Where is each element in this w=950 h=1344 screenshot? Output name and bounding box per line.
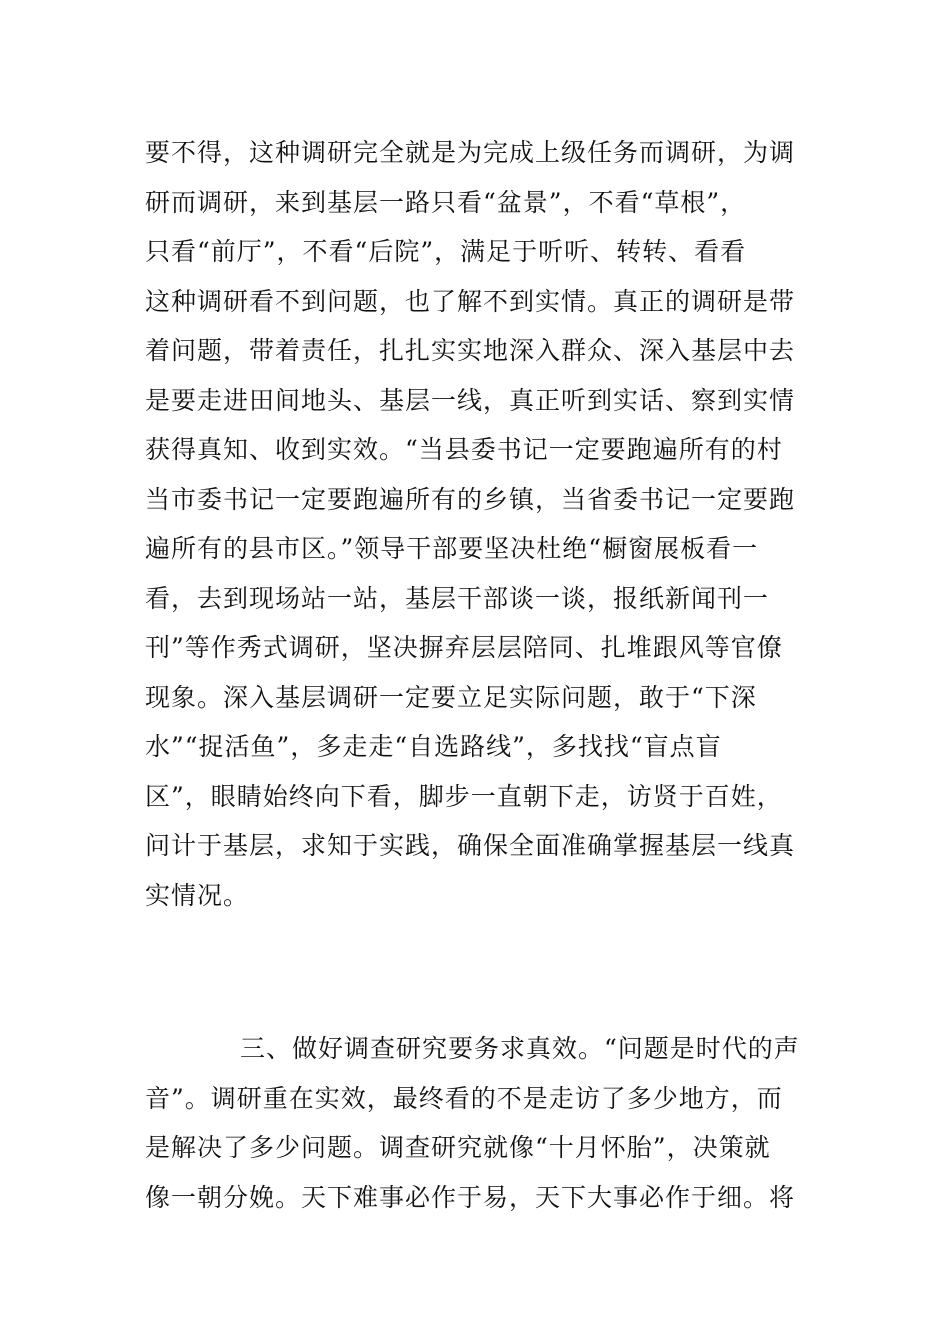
text-line: 获得真知、收到实效。“当县委书记一定要跑遍所有的村 <box>145 435 783 464</box>
text-line: 当市委书记一定要跑遍所有的乡镇，当省委书记一定要跑 <box>145 485 796 514</box>
text-line: 只看“前厅”，不看“后院”，满足于听听、转转、看看 <box>145 237 747 266</box>
text-line: 遍所有的县市区。”领导干部要坚决杜绝“橱窗展板看一 <box>145 534 759 563</box>
text-line: 刊”等作秀式调研，坚决摒弃层层陪同、扎堆跟风等官僚 <box>145 633 783 662</box>
text-line: 是解决了多少问题。调查研究就像“十月怀胎”，决策就 <box>145 1133 771 1162</box>
text-line: 音”。调研重在实效，最终看的不是走访了多少地方，而 <box>145 1084 783 1113</box>
text-line: 水”“捉活鱼”，多走走“自选路线”，多找找“盲点盲 <box>145 732 722 761</box>
text-line: 着问题，带着责任，扎扎实实地深入群众、深入基层中去 <box>145 336 796 365</box>
text-line: 这种调研看不到问题，也了解不到实情。真正的调研是带 <box>145 287 796 316</box>
text-line: 要不得，这种调研完全就是为完成上级任务而调研，为调 <box>145 138 796 167</box>
section-heading-line: 三、做好调查研究要务求真效。“问题是时代的声 <box>240 1034 800 1063</box>
text-line: 区”，眼睛始终向下看，脚步一直朝下走，访贤于百姓， <box>145 782 783 811</box>
text-line: 是要走进田间地头、基层一线，真正听到实话、察到实情 <box>145 386 796 415</box>
text-line: 研而调研，来到基层一路只看“盆景”，不看“草根”， <box>145 188 747 217</box>
text-line: 问计于基层，求知于实践，确保全面准确掌握基层一线真 <box>145 831 796 860</box>
text-line: 实情况。 <box>145 881 250 910</box>
text-line: 现象。深入基层调研一定要立足实际问题，敢于“下深 <box>145 683 757 712</box>
text-line: 像一朝分娩。天下难事必作于易，天下大事必作于细。将 <box>145 1183 796 1212</box>
text-line: 看，去到现场站一站，基层干部谈一谈，报纸新闻刊一 <box>145 584 770 613</box>
